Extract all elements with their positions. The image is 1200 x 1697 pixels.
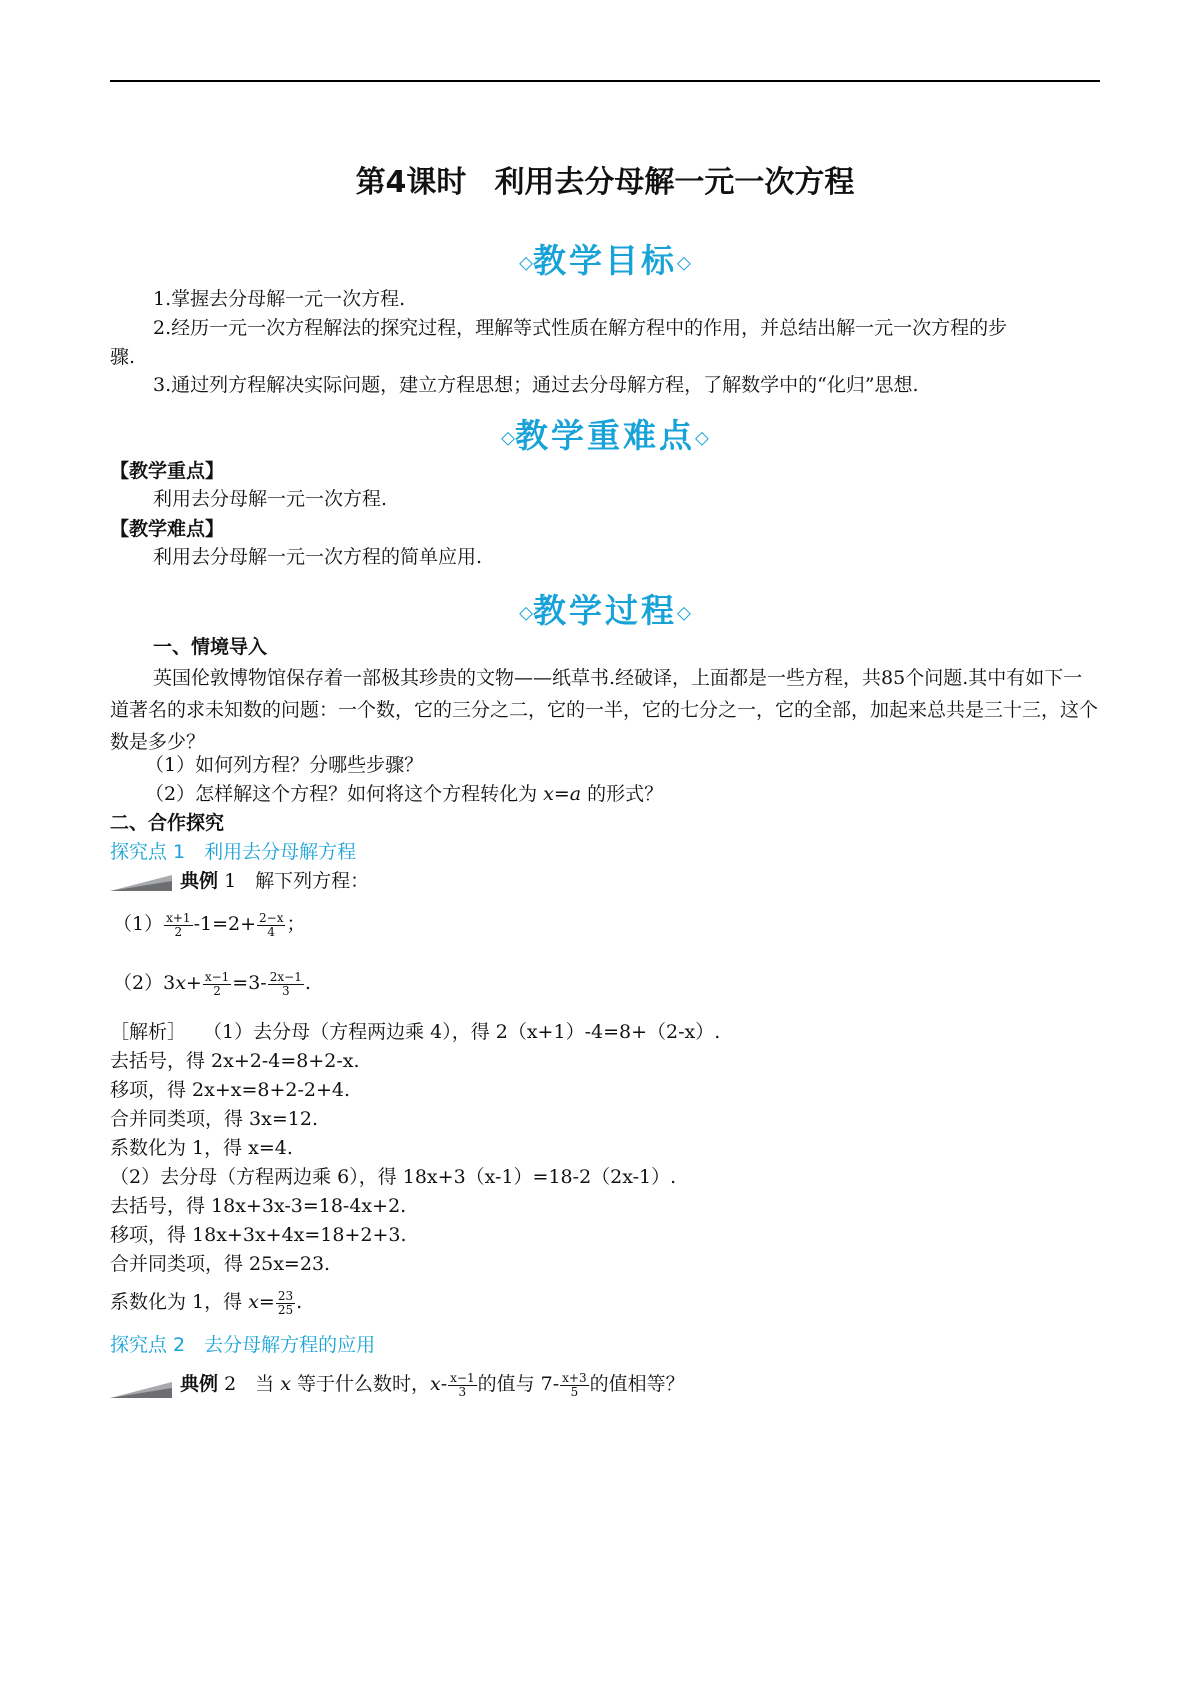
analysis-label: ［解析］ xyxy=(110,1021,187,1043)
explore-point-1: 探究点 1 利用去分母解方程 xyxy=(110,841,357,863)
example-badge-icon xyxy=(110,1378,176,1400)
question-2: （2）怎样解这个方程？如何将这个方程转化为 x=a 的形式？ xyxy=(145,783,664,805)
fraction: $\frac{x+3}{5}$ xyxy=(562,1370,587,1399)
fraction: $\frac{2x-1}{3}$ xyxy=(269,969,302,998)
fraction: $\frac{x-1}{2}$ xyxy=(204,969,230,998)
solution-line-4: 合并同类项，得 3x=12. xyxy=(110,1108,318,1130)
objective-2: 2.经历一元一次方程解法的探究过程，理解等式性质在解方程中的作用，并总结出解一元一次方程的步 xyxy=(153,317,1008,339)
equation-2: （2）3x+ $\frac{x-1}{2}$ =3- $\frac{2x-1}{3}$ . xyxy=(113,969,311,998)
fraction: $\frac{x-1}{3}$ xyxy=(450,1370,475,1399)
objective-2-cont: 骤. xyxy=(110,346,136,368)
section-process-heading: ◇教学过程◇ xyxy=(519,591,691,630)
diamond-icon: ◇ xyxy=(519,252,533,274)
diamond-icon: ◇ xyxy=(677,252,691,274)
part2-heading: 二、合作探究 xyxy=(110,812,225,834)
part1-heading: 一、情境导入 xyxy=(153,636,268,658)
diamond-icon: ◇ xyxy=(501,427,515,449)
diamond-icon: ◇ xyxy=(519,602,533,624)
fraction: $\frac{x+1}{2}$ xyxy=(166,910,191,939)
difficult-point-label: 【教学难点】 xyxy=(110,518,225,540)
solution-line-8: 移项，得 18x+3x+4x=18+2+3. xyxy=(110,1224,407,1246)
key-point-text: 利用去分母解一元一次方程. xyxy=(153,488,388,510)
objective-1: 1.掌握去分母解一元一次方程. xyxy=(153,288,406,310)
solution-line-3: 移项，得 2x+x=8+2-2+4. xyxy=(110,1079,351,1101)
example-badge-icon xyxy=(110,871,176,893)
solution-line-2: 去括号，得 2x+2-4=8+2-x. xyxy=(110,1050,360,1072)
lesson-title xyxy=(0,157,1200,201)
solution-line-5: 系数化为 1，得 x=4. xyxy=(110,1137,293,1159)
objective-3: 3.通过列方程解决实际问题，建立方程思想；通过去分母解方程，了解数学中的“化归”思想. xyxy=(153,374,919,396)
example-2-title: 典例 2 当 x 等于什么数时，x- $\frac{x-1}{3}$ 的值与 7- $\frac{x+3}{5}$ 的值相等？ xyxy=(180,1370,685,1399)
solution-final: 系数化为 1，得 x= $\frac{23}{25}$ . xyxy=(110,1288,303,1317)
difficult-point-text: 利用去分母解一元一次方程的简单应用. xyxy=(153,546,483,568)
solution-line-7: 去括号，得 18x+3x-3=18-4x+2. xyxy=(110,1195,407,1217)
key-point-label: 【教学重点】 xyxy=(110,460,225,482)
diamond-icon: ◇ xyxy=(677,602,691,624)
diamond-icon: ◇ xyxy=(695,427,709,449)
question-1: （1）如何列方程？分哪些步骤？ xyxy=(145,754,424,776)
fraction: $\frac{2-x}{4}$ xyxy=(259,910,284,939)
fraction: $\frac{23}{25}$ xyxy=(277,1288,294,1317)
lesson-number: 第4课时 xyxy=(355,165,467,200)
section-objectives-heading: ◇教学目标◇ xyxy=(519,241,691,280)
solution-line-9: 合并同类项，得 25x=23. xyxy=(110,1253,331,1275)
intro-story: 英国伦敦博物馆保存着一部极其珍贵的文物——纸草书.经破译，上面都是一些方程，共85个问题.其中有如下一道著名的求未知数的问题：一个数，它的三分之二，它的一半，它的七分之一，它的全部，加起来总共是三十三，这个数是多少？ xyxy=(110,667,1099,753)
header-rule xyxy=(110,80,1100,82)
equation-1: （1） $\frac{x+1}{2}$ -1=2+ $\frac{2-x}{4}$ ； xyxy=(113,910,306,939)
explore-point-2: 探究点 2 去分母解方程的应用 xyxy=(110,1334,376,1356)
solution-line-6: （2）去分母（方程两边乘 6），得 18x+3（x-1）=18-2（2x-1）. xyxy=(110,1166,677,1188)
solution-line-1: （1）去分母（方程两边乘 4），得 2（x+1）-4=8+（2-x）. xyxy=(203,1021,721,1043)
example-1-title: 典例 1 解下列方程： xyxy=(180,870,370,892)
lesson-topic: 利用去分母解一元一次方程 xyxy=(494,165,855,200)
section-key-difficult-heading: ◇教学重难点◇ xyxy=(501,416,709,455)
